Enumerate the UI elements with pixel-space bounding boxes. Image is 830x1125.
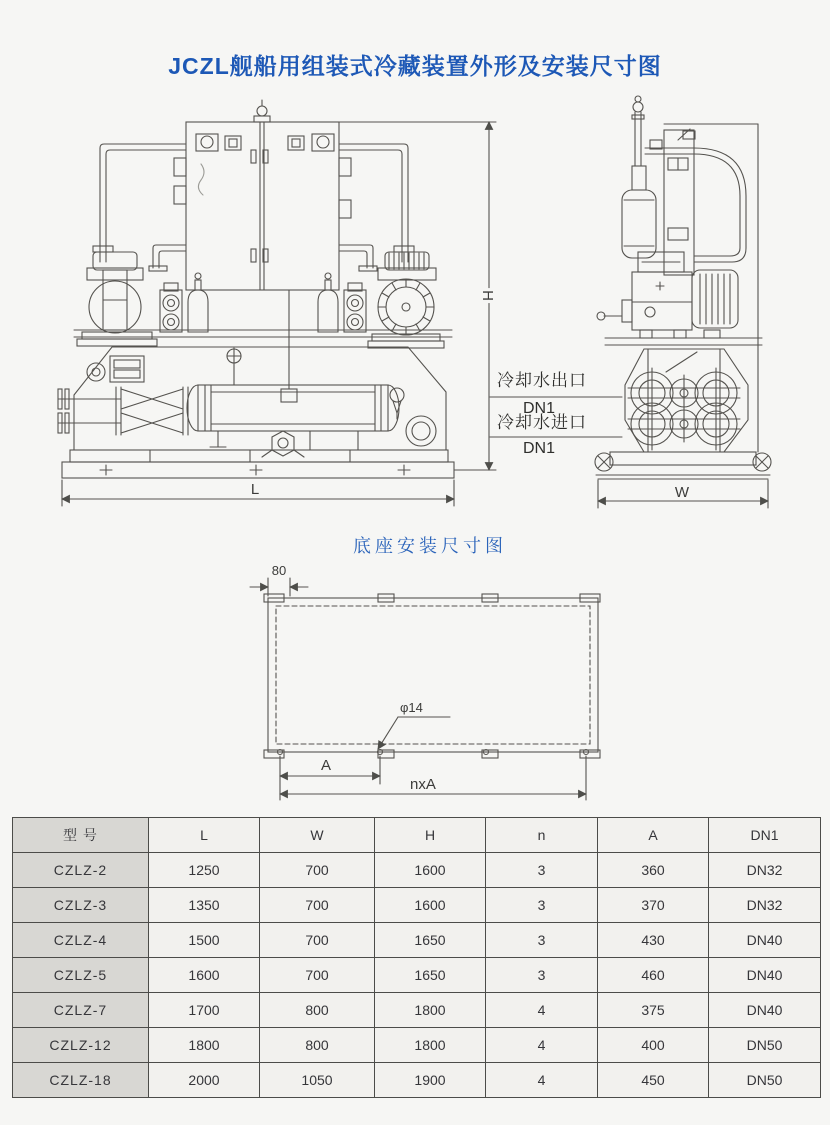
table-cell: DN40 (709, 958, 821, 993)
table-cell: 1650 (375, 958, 486, 993)
dim-l-label: L (250, 481, 260, 498)
spec-table (12, 817, 821, 1098)
table-header-cell: DN1 (709, 818, 821, 853)
cooling-outlet-label: 冷却水出口 (497, 371, 587, 390)
table-cell: 360 (598, 853, 709, 888)
base-diagram (240, 558, 620, 808)
table-header-cell: W (260, 818, 375, 853)
table-header-cell: A (598, 818, 709, 853)
front-view (58, 100, 496, 506)
table-cell: 3 (486, 853, 598, 888)
table-row (13, 888, 821, 923)
base-diagram-title: 底座安装尺寸图 (353, 536, 507, 556)
table-cell: 1050 (260, 1063, 375, 1098)
cooling-inlet-label: 冷却水进口 (497, 413, 587, 432)
table-cell: 1600 (375, 853, 486, 888)
table-cell: 430 (598, 923, 709, 958)
table-cell: 370 (598, 888, 709, 923)
bottom-fittings (210, 388, 436, 457)
side-compressor (597, 252, 738, 338)
table-cell: 1800 (375, 993, 486, 1028)
table-cell: 4 (486, 1063, 598, 1098)
table-cell: 800 (260, 1028, 375, 1063)
table-cell: 460 (598, 958, 709, 993)
table-cell: DN50 (709, 1063, 821, 1098)
front-skid (62, 450, 454, 478)
table-cell: 1500 (149, 923, 260, 958)
table-header-cell: 型 号 (13, 818, 149, 853)
table-row (13, 993, 821, 1028)
dim-h-label: H (478, 290, 496, 301)
table-cell: 2000 (149, 1063, 260, 1098)
table-header-cell: L (149, 818, 260, 853)
table-cell: 400 (598, 1028, 709, 1063)
accumulator-tank (622, 96, 656, 258)
table-cell: DN32 (709, 888, 821, 923)
control-cabinet (174, 100, 351, 290)
table-cell: 3 (486, 888, 598, 923)
base-hole-diameter-label: φ14 (400, 700, 423, 715)
table-cell: 3 (486, 923, 598, 958)
motor (692, 270, 738, 328)
model-cell: CZLZ-2 (13, 853, 149, 888)
table-row (13, 1028, 821, 1063)
table-cell: 700 (260, 853, 375, 888)
table-row (13, 1063, 821, 1098)
cooling-inlet-size: DN1 (523, 440, 556, 457)
side-panel (664, 124, 758, 452)
table-cell: 1800 (149, 1028, 260, 1063)
table-header-cell: n (486, 818, 598, 853)
table-cell: 3 (486, 958, 598, 993)
table-cell: 4 (486, 993, 598, 1028)
table-cell: 700 (260, 958, 375, 993)
table-cell: 700 (260, 888, 375, 923)
table-cell: 800 (260, 993, 375, 1028)
table-cell: DN32 (709, 853, 821, 888)
left-compressor (77, 252, 157, 346)
table-header-cell: H (375, 818, 486, 853)
base-total-pitch-label: nxA (410, 776, 436, 793)
table-header-row (13, 818, 821, 853)
table-cell: 1800 (375, 1028, 486, 1063)
table-cell: 1600 (149, 958, 260, 993)
cooling-outlet-size: DN1 (523, 400, 556, 417)
model-cell: CZLZ-7 (13, 993, 149, 1028)
table-cell: DN50 (709, 1028, 821, 1063)
model-cell: CZLZ-4 (13, 923, 149, 958)
model-cell: CZLZ-3 (13, 888, 149, 923)
table-row (13, 958, 821, 993)
outline-drawing (0, 95, 830, 515)
valve-manifold (58, 387, 188, 435)
valve-stations (160, 273, 366, 332)
dim-w-label: W (674, 484, 690, 501)
table-cell: DN40 (709, 923, 821, 958)
model-cell: CZLZ-18 (13, 1063, 149, 1098)
right-compressor (368, 252, 444, 348)
model-cell: CZLZ-5 (13, 958, 149, 993)
page-title: JCZL舰船用组装式冷藏装置外形及安装尺寸图 (168, 53, 662, 79)
table-cell: 1250 (149, 853, 260, 888)
table-cell: 4 (486, 1028, 598, 1063)
base-edge-offset-label: 80 (271, 563, 287, 578)
table-cell: 1700 (149, 993, 260, 1028)
table-cell: 1900 (375, 1063, 486, 1098)
table-cell: 375 (598, 993, 709, 1028)
table-cell: 1600 (375, 888, 486, 923)
table-cell: 450 (598, 1063, 709, 1098)
model-cell: CZLZ-12 (13, 1028, 149, 1063)
curved-pipe (645, 140, 746, 262)
side-condenser-end (605, 338, 762, 452)
table-cell: 1350 (149, 888, 260, 923)
base-plate-outline (264, 594, 600, 758)
dim-h-line (339, 122, 496, 470)
base-hole-pitch-label: A (320, 757, 331, 774)
side-skid (595, 452, 771, 479)
table-cell: 700 (260, 923, 375, 958)
table-cell: 1650 (375, 923, 486, 958)
table-cell: DN40 (709, 993, 821, 1028)
table-row (13, 853, 821, 888)
dim-80-line (250, 578, 308, 596)
condenser-shell (187, 290, 399, 431)
table-row (13, 923, 821, 958)
